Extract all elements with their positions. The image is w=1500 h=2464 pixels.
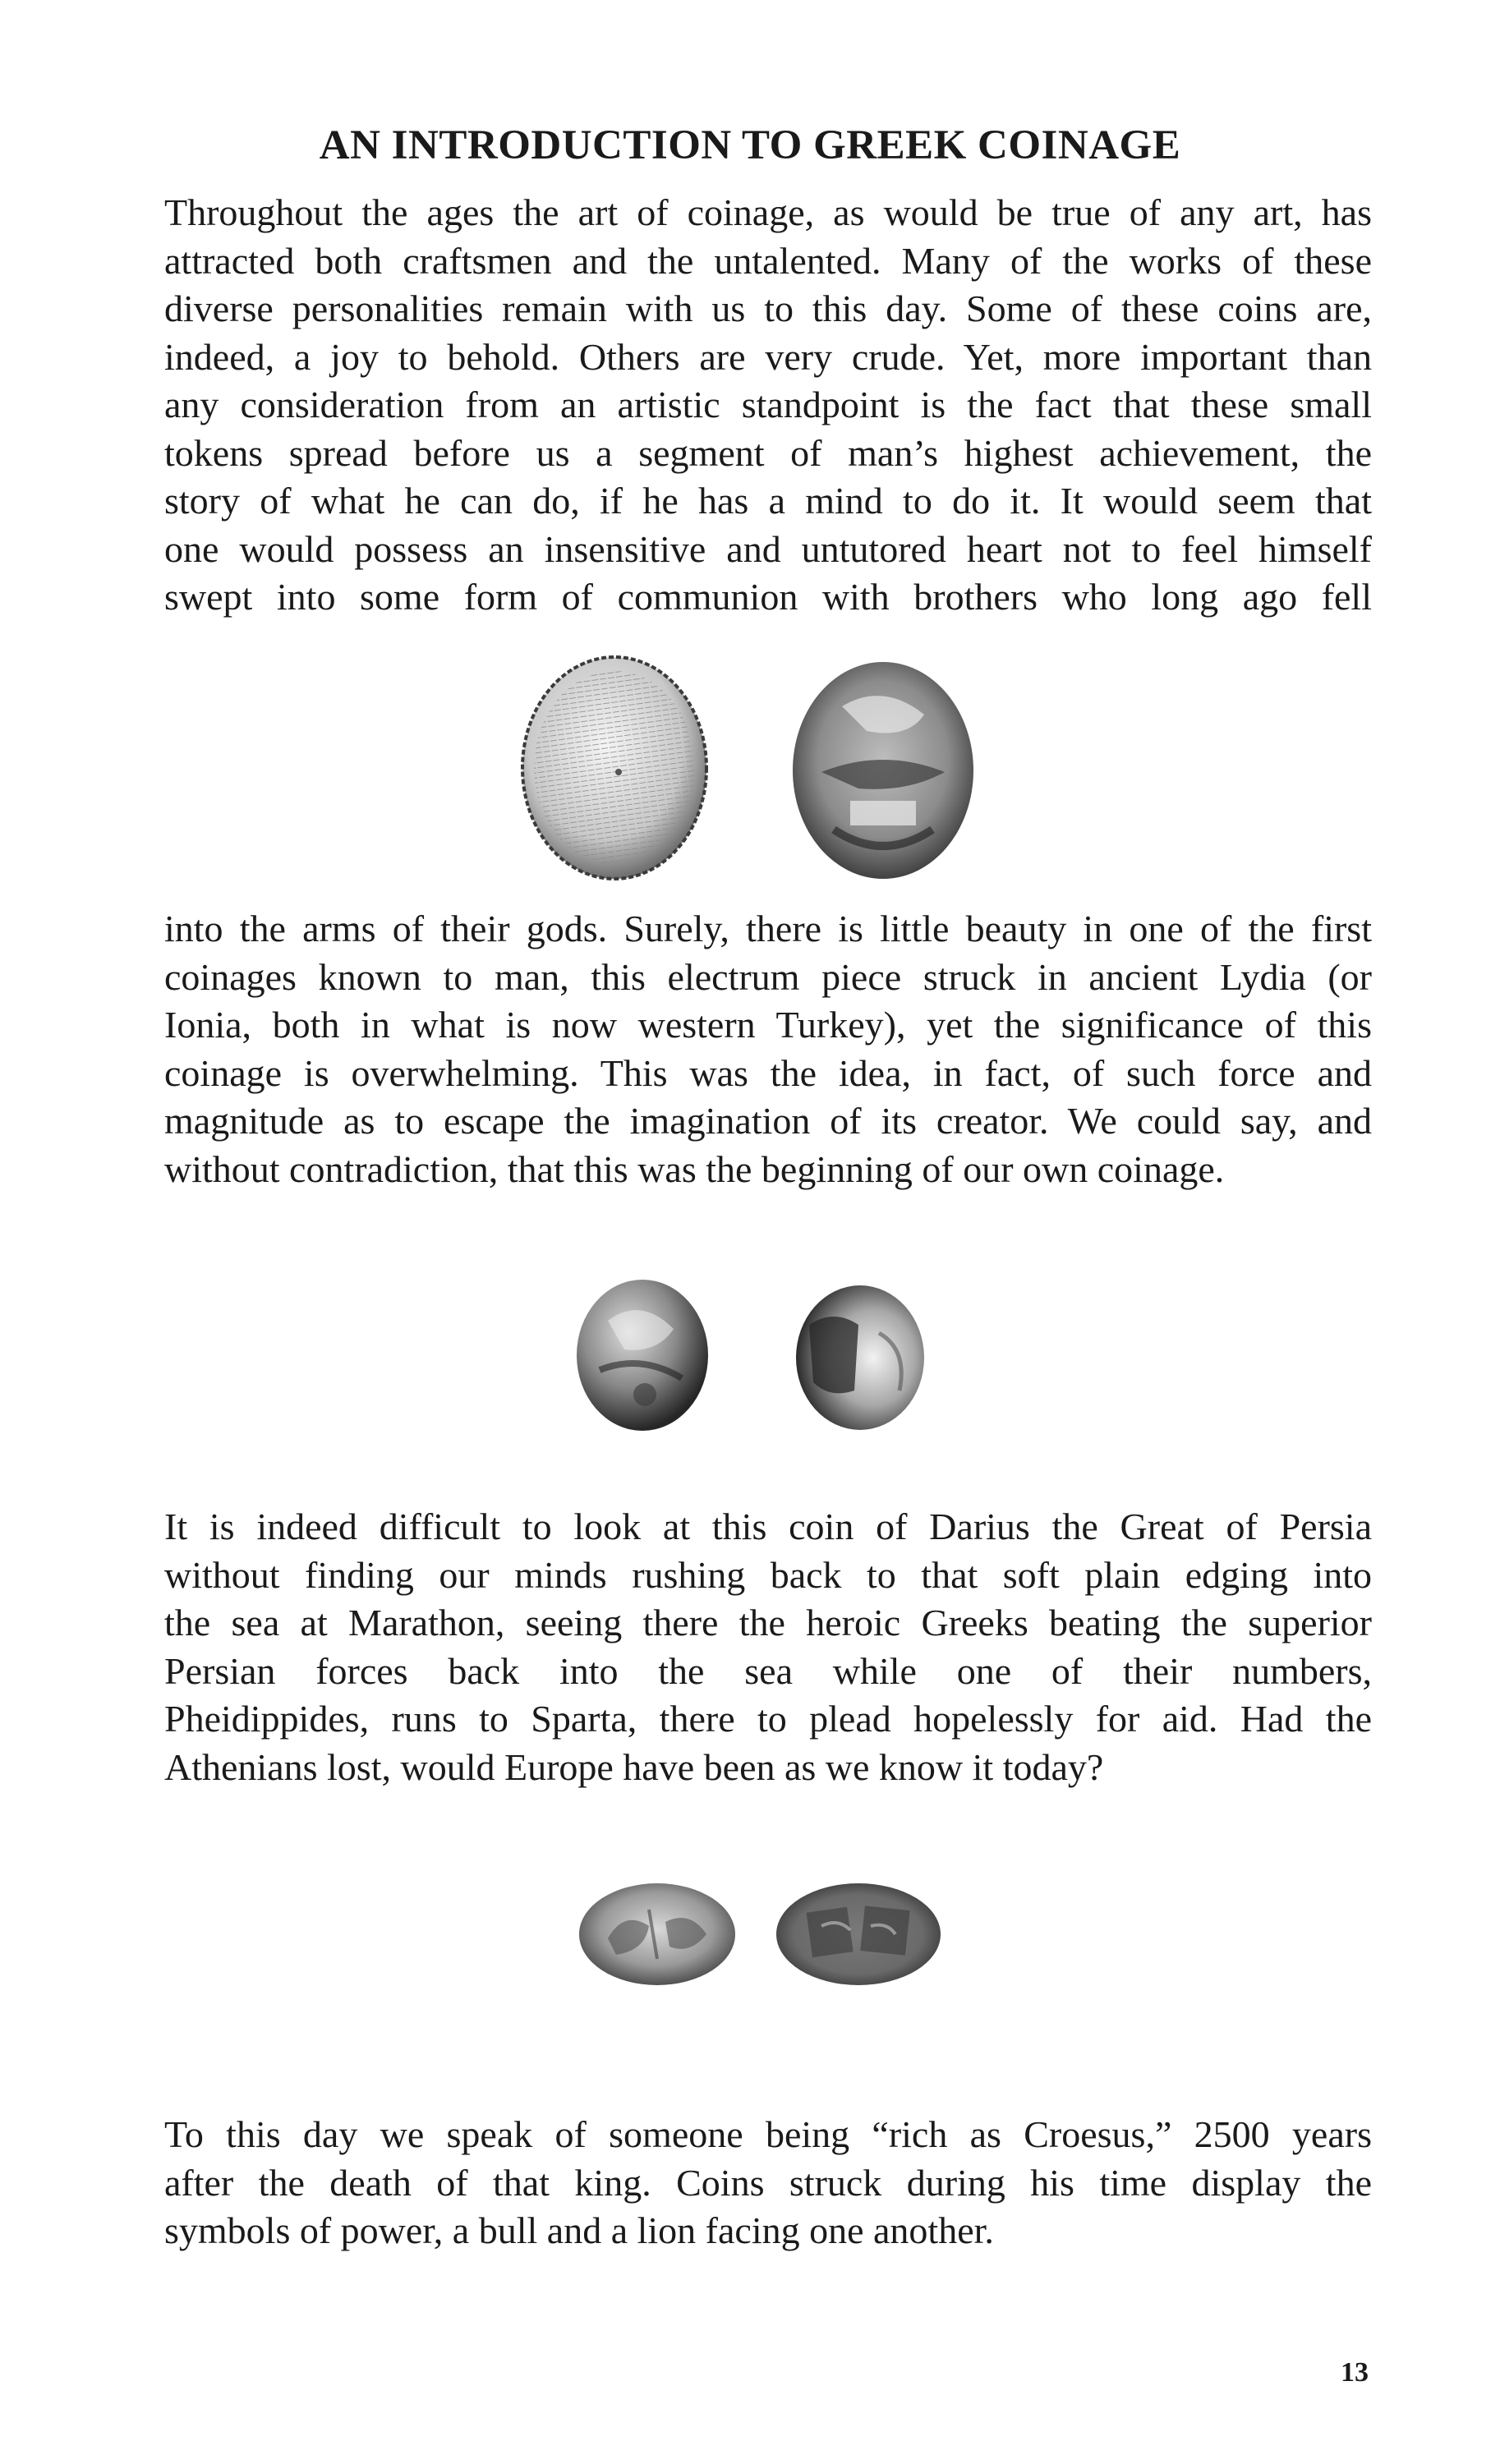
text-line: swept into some form of communion with brothers who long ago fell (164, 576, 1372, 618)
text-line: coinage is overwhelming. This was the idea, in fact, of such force and (164, 1051, 1372, 1094)
coin-obverse-image (516, 649, 713, 887)
text-line: without contradiction, that this was the beginning of our own coinage. (164, 1147, 1225, 1190)
text-line: It is indeed difficult to look at this coin of Darius the Great of Persia (164, 1506, 1372, 1547)
croesus-coin-image (0, 1877, 1500, 1996)
coin-reverse-image (772, 1877, 945, 1992)
paragraph-1 (164, 189, 1372, 622)
text-line: after the death of that king. Coins struck during his time display the (164, 2161, 1372, 2204)
page-title: AN INTRODUCTION TO GREEK COINAGE (319, 122, 1181, 168)
text-line: To this day we speak of someone being “rich as Croesus,” 2500 years (164, 2113, 1372, 2155)
text-line: any consideration from an artistic standpoint is the fact that these small (164, 384, 1372, 425)
text-line: indeed, a joy to behold. Others are very crude. Yet, more important than (164, 335, 1372, 378)
text-line: one would possess an insensitive and untutored heart not to feel himself (164, 527, 1372, 570)
coin-obverse-image (575, 1877, 739, 1992)
text-line: coinages known to man, this electrum piece struck in ancient Lydia (or (164, 955, 1372, 998)
text-line: symbols of power, a bull and a lion facing one another. (164, 2209, 994, 2251)
coin-obverse-image (567, 1271, 715, 1436)
page-number: 13 (1341, 2357, 1369, 2388)
coin-reverse-image (785, 1276, 932, 1440)
text-line: into the arms of their gods. Surely, there is little beauty in one of the first (164, 908, 1372, 949)
lydian-electrum-coin-image (0, 649, 1500, 887)
coin-reverse-image (785, 649, 982, 887)
text-line: tokens spread before us a segment of man’s highest achievement, the (164, 431, 1372, 474)
text-line: magnitude as to escape the imagination of its creator. We could say, and (164, 1100, 1372, 1142)
text-line: Athenians lost, would Europe have been as we know it today? (164, 1745, 1104, 1788)
paragraph-3 (164, 1503, 1372, 1791)
text-line: Pheidippides, runs to Sparta, there to plead hopelessly for aid. Had the (164, 1698, 1372, 1740)
text-line: without finding our minds rushing back to that soft plain edging into (164, 1553, 1372, 1596)
text-line: Ionia, both in what is now western Turkey), yet the significance of this (164, 1004, 1372, 1046)
text-line: attracted both craftsmen and the untalented. Many of the works of these (164, 239, 1372, 282)
text-line: Persian forces back into the sea while one of their numbers, (164, 1649, 1372, 1692)
paragraph-2 (164, 905, 1372, 1193)
text-line: Throughout the ages the art of coinage, as would be true of any art, has (164, 191, 1372, 233)
text-line: story of what he can do, if he has a mind to do it. It would seem that (164, 480, 1372, 522)
darius-coin-image (0, 1271, 1500, 1436)
text-line: diverse personalities remain with us to this day. Some of these coins are, (164, 287, 1372, 329)
text-line: the sea at Marathon, seeing there the heroic Greeks beating the superior (164, 1602, 1372, 1643)
paragraph-4 (164, 2111, 1372, 2255)
